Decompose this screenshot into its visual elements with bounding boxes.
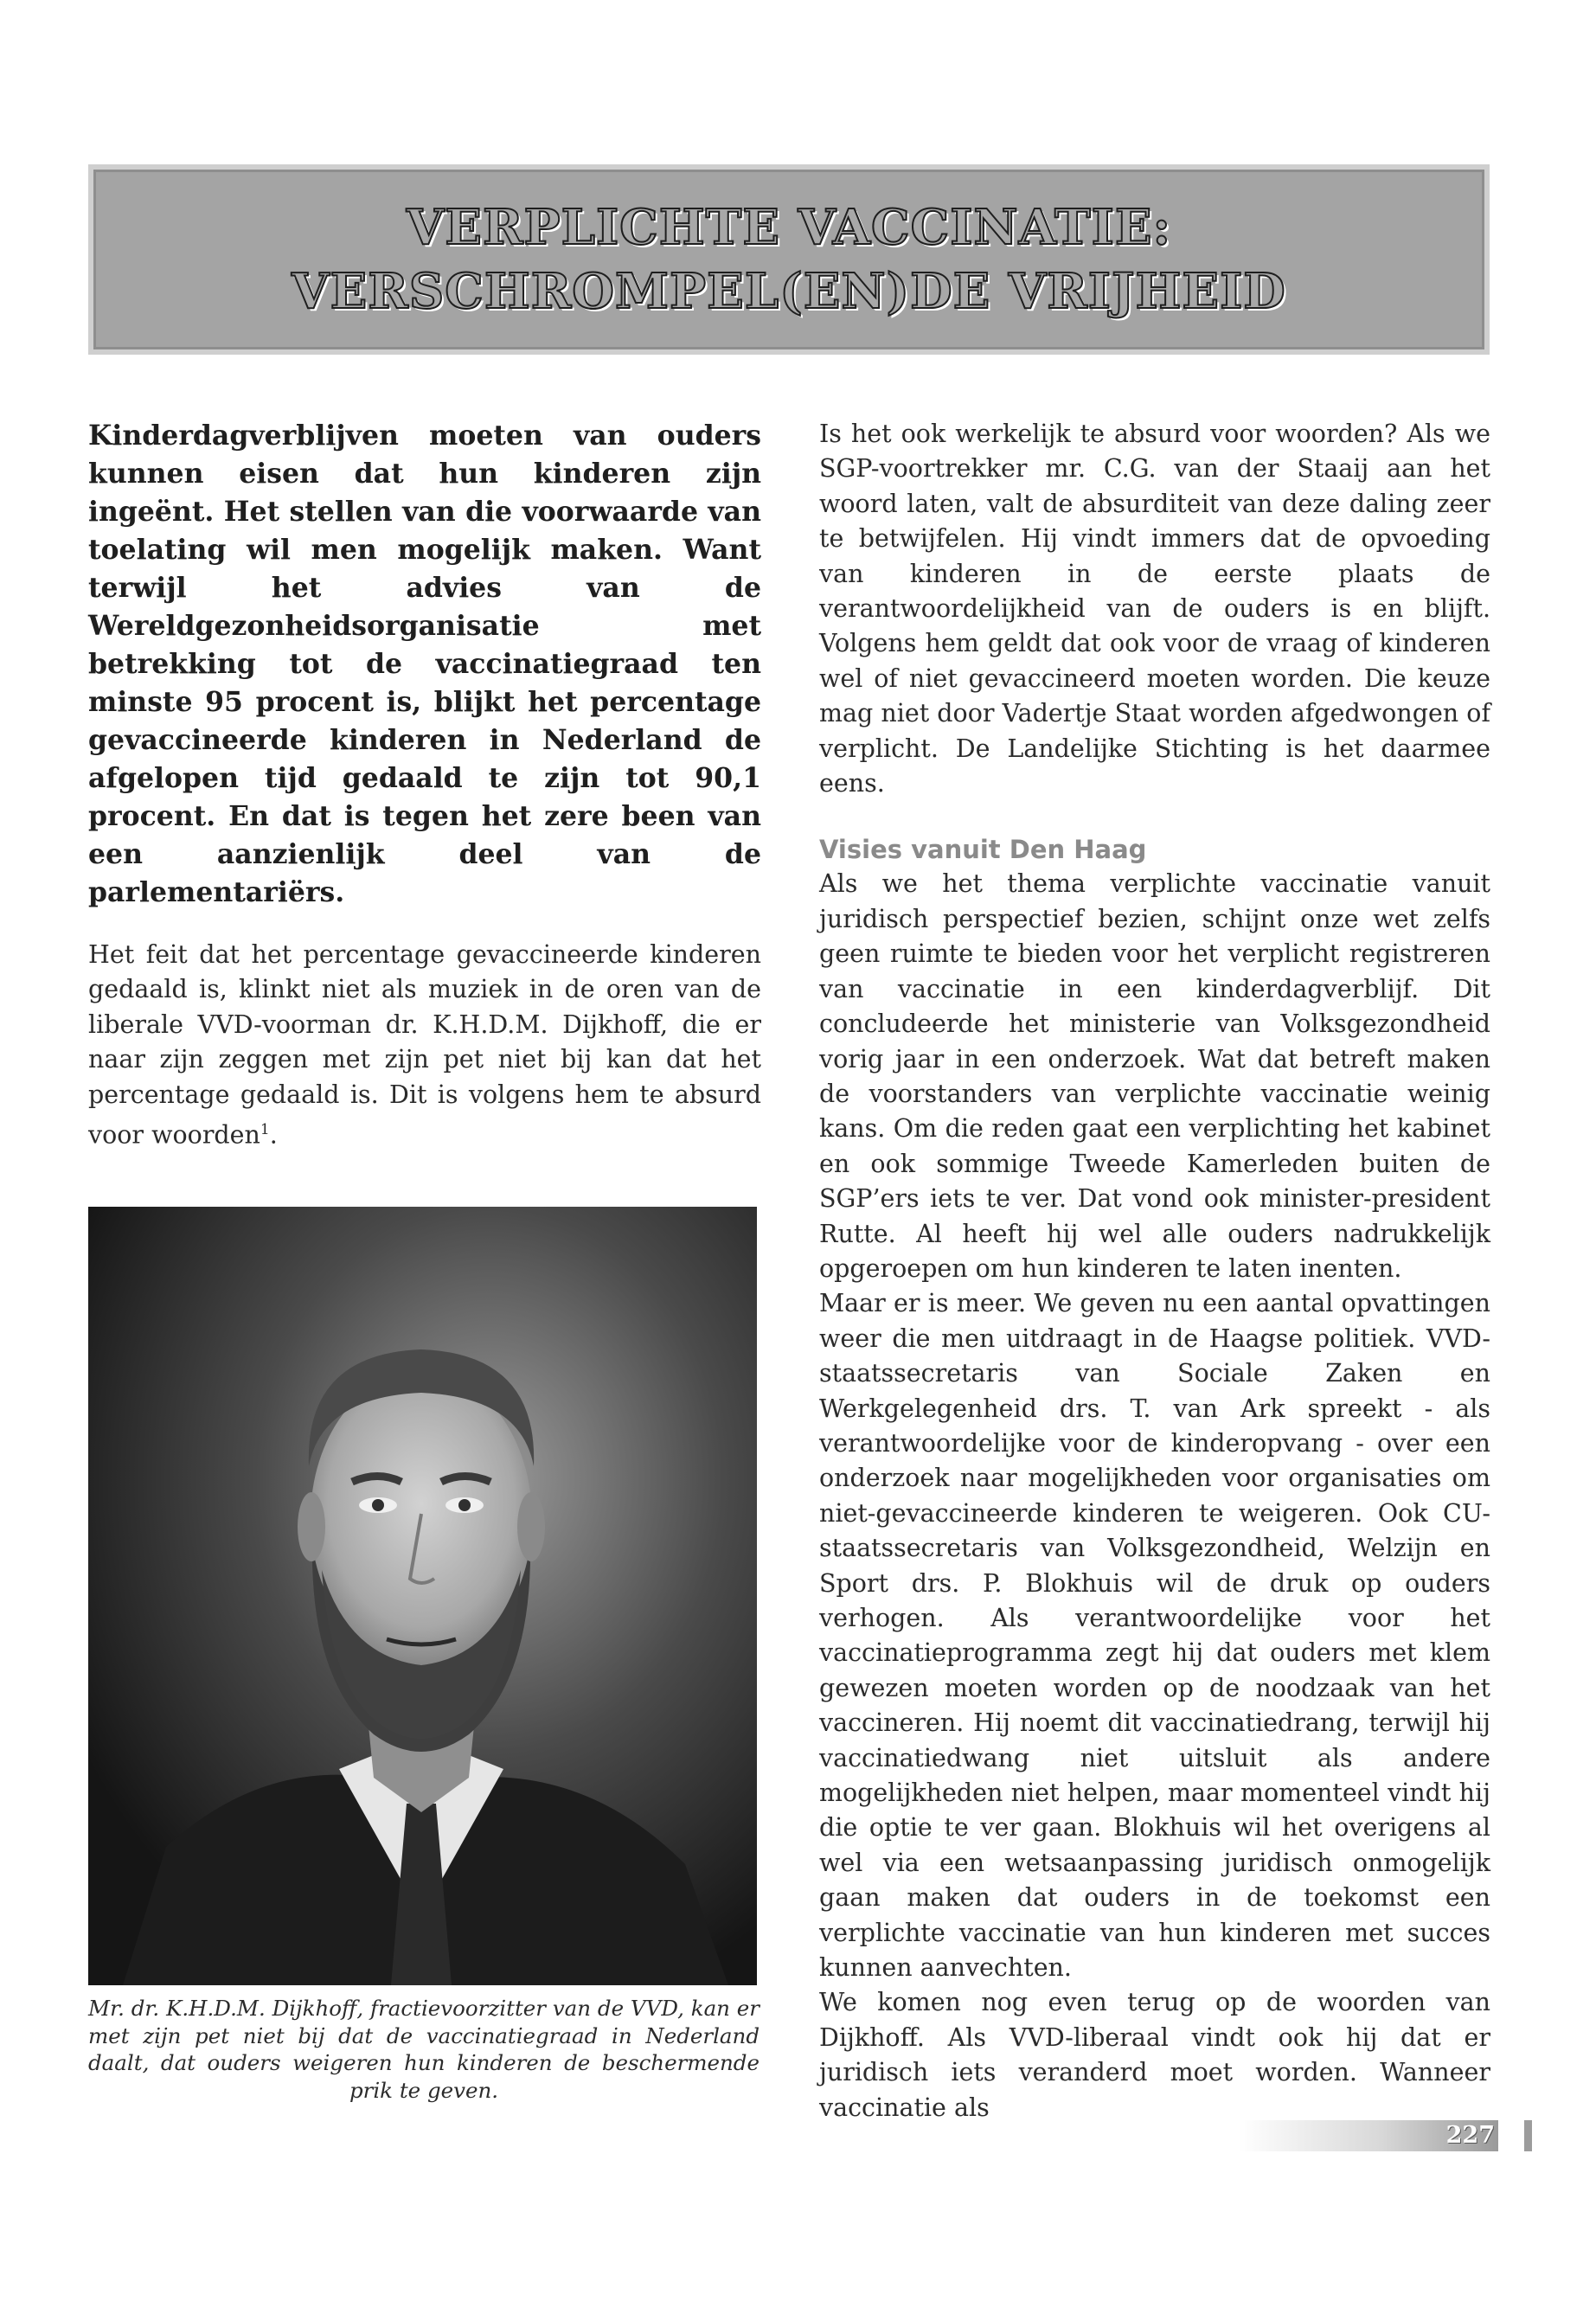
intro-paragraph	[88, 938, 761, 1153]
page-number-tab	[1524, 2120, 1532, 2151]
right-paragraph-3: Maar er is meer. We geven nu een aantal opvattingen weer die men uitdraagt in de Haagse politiek. VVD-staatssecretaris van Sociale Zaken en Werkgelegenheid drs. T. van Ark spreekt - als verantwoordelijke voor de kinderopvang - over een onderzoek naar mogelijkheden voor organisaties om niet-gevaccineerde kinderen te weigeren. Ook CU-staatssecretaris van Volksgezondheid, Welzijn en Sport drs. P. Blokhuis wil de druk op ouders verhogen. Als verantwoordelijke voor het vaccinatieprogramma zegt hij dat ouders met klem gewezen moeten worden op de noodzaak van het vaccineren. Hij noemt dit vaccinatiedrang, terwijl hij vaccinatiedwang niet uitsluit als andere mogelijkheden niet helpen, maar momenteel vindt hij die optie te ver gaan. Blokhuis wil het overigens al wel via een wetsaanpassing juridisch onmogelijk gaan maken dat ouders in de toekomst een verplichte vaccinatie van hun kinderen met succes kunnen aanvechten.	[819, 1289, 1490, 1983]
footnote-reference: 1	[260, 1121, 270, 1139]
right-column	[819, 417, 1490, 2125]
intro-paragraph-text: Het feit dat het percentage gevaccineerde kinderen gedaald is, klinkt niet als muziek in de oren van de liberale VVD-voorman dr. K.H.D.M. Dijkhoff, die er naar zijn zeggen met zijn pet niet bij kan dat het percentage gedaald is. Dit is volgens hem te absurd voor woorden	[88, 940, 761, 1150]
title-line-1: VERPLICHTE VACCINATIE:	[406, 199, 1172, 256]
subheading: Visies vanuit Den Haag	[819, 835, 1147, 865]
lead-paragraph: Kinderdagverblijven moeten van ouders kunnen eisen dat hun kinderen zijn ingeënt. Het stellen van die voorwaarde van toelating wil men mogelijk maken. Want terwijl het advies van de Wereldgezonheidsorganisatie met betrekking tot de vaccinatiegraad ten minste 95 procent is, blijkt het percentage gevaccineerde kinderen in Nederland de afgelopen tijd gedaald te zijn tot 90,1 procent. En dat is tegen het zere been van een aanzienlijk deel van de parlementariërs.	[88, 420, 761, 908]
title-banner	[88, 164, 1490, 355]
right-paragraph-1: Is het ook werkelijk te absurd voor woorden? Als we SGP-voortrekker mr. C.G. van der Staaij aan het woord laten, valt de absurditeit van deze daling zeer te betwijfelen. Hij vindt immers dat de opvoeding van kinderen in de eerste plaats de verantwoordelijkheid van de ouders is en blijft. Volgens hem geldt dat ook voor de vraag of kinderen wel of niet gevaccineerd moeten worden. Die keuze mag niet door Vadertje Staat worden afgedwongen of verplicht. De Landelijke Stichting is het daarmee eens.	[819, 420, 1490, 798]
photo-caption: Mr. dr. K.H.D.M. Dijkhoff, fractievoorzitter van de VVD, kan er met zijn pet niet bij dat de vaccinatiegraad in Nederland daalt, dat ouders weigeren hun kinderen de beschermende prik te geven.	[88, 1996, 760, 2103]
right-paragraph-4: We komen nog even terug op de woorden van Dijkhoff. Als VVD-liberaal vindt ook hij dat er juridisch iets veranderd moet worden. Wanneer vaccinatie als	[819, 1988, 1490, 2122]
portrait-illustration	[88, 1207, 757, 1985]
portrait-photo	[88, 1207, 757, 1985]
right-paragraph-2: Als we het thema verplichte vaccinatie vanuit juridisch perspectief bezien, schijnt onze wet zelfs geen ruimte te bieden voor het verplicht registreren van vaccinatie in een kinderdagverblijf. Dit concludeerde het ministerie van Volksgezondheid vorig jaar in een onderzoek. Wat dat betreft maken de voorstanders van verplichte vaccinatie weinig kans. Om die reden gaat een verplichting het kabinet en ook sommige Tweede Kamerleden buiten de SGP’ers iets te ver. Dat vond ook minister-president Rutte. Al heeft hij wel alle ouders nadrukkelijk opgeroepen om hun kinderen te laten inenten.	[819, 869, 1490, 1283]
left-column	[88, 417, 761, 1153]
intro-paragraph-end: .	[269, 1120, 278, 1150]
title-line-2: VERSCHROMPEL(EN)DE VRIJHEID	[292, 263, 1286, 320]
page-number: 227	[1445, 2122, 1495, 2149]
